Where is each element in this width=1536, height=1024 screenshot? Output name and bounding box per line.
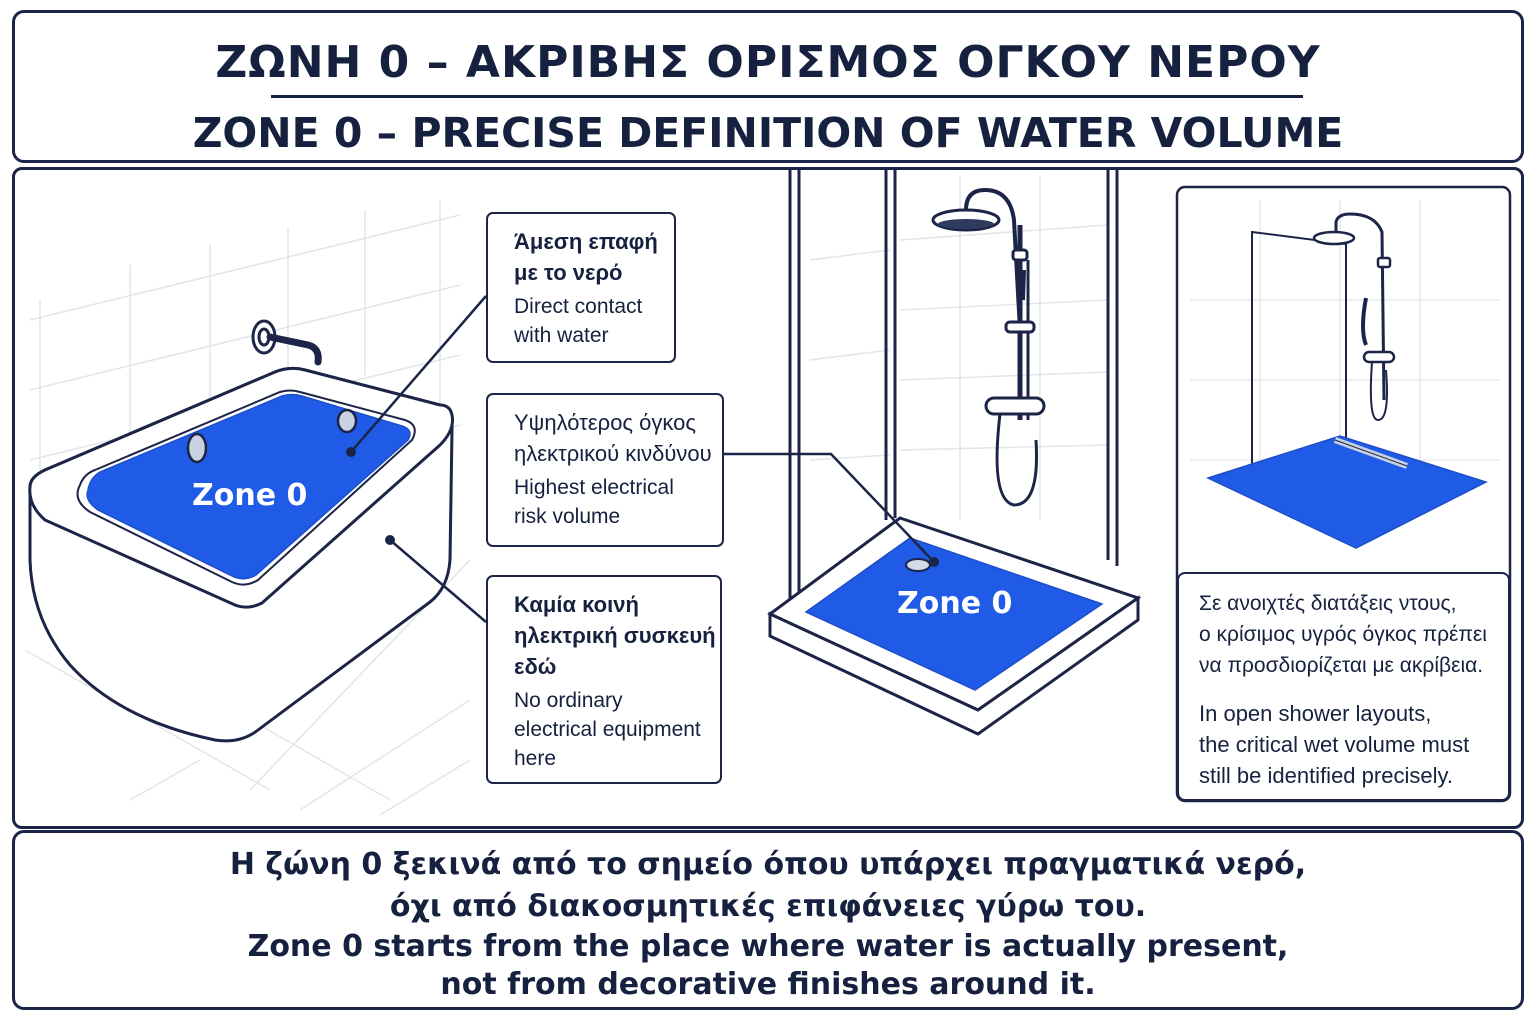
title-english: ZONE 0 – PRECISE DEFINITION OF WATER VOLUME [192,109,1344,157]
shower-enclosure-scene [724,170,1138,734]
callout-2-english-line2: risk volume [514,505,621,528]
callout-1-english-line2: with water [514,324,609,347]
callout-1-english-line1: Direct contact [514,295,643,318]
callout-3-english-line3: here [514,747,557,770]
note-english [1199,698,1469,791]
callout-highest-risk [486,393,724,547]
note-english-line2: the critical wet volume must [1199,732,1470,757]
open-shower-note [1177,572,1510,801]
shower-head-icon [933,190,1044,505]
note-greek [1199,588,1487,681]
footer-greek-line1: Η ζώνη 0 ξεκινά από το σημείο όπου υπάρχει πραγματικά νερό, [229,847,1307,882]
callout-2-english-line1: Highest electrical [514,476,674,499]
callout-3-english-line2: electrical equipment [514,718,701,741]
callout-2-greek-line2: ηλεκτρικού κινδύνου [514,441,712,466]
footer-greek-line2: όχι από διακοσμητικές επιφάνειες γύρω του. [389,889,1147,924]
footer-english-line1: Zone 0 starts from the place where water is actually present, [247,929,1289,964]
note-greek-line2: ο κρίσιμος υγρός όγκος πρέπει [1199,623,1487,646]
callout-2-greek-line1: Υψηλότερος όγκος [514,410,696,435]
footer-panel [12,830,1524,1010]
callout-3-greek-line1: Καμία κοινή [514,592,639,617]
callout-direct-contact [486,212,676,363]
callout-3-english-line1: No ordinary [514,689,623,712]
callout-3-greek-line2: ηλεκτρική συσκευή [514,623,716,648]
footer-english-line2: not from decorative finishes around it. [440,967,1096,1002]
title-greek: ΖΩΝΗ 0 – ΑΚΡΙΒΗΣ ΟΡΙΣΜΟΣ ΟΓΚΟΥ ΝΕΡΟΥ [215,37,1321,88]
bathtub-zone0-label: Zone 0 [192,478,308,513]
note-english-line1: In open shower layouts, [1199,701,1432,726]
callout-1-greek-line2: με το νερό [514,260,623,285]
callout-no-equipment [486,575,722,784]
callout-3-greek-line3: εδώ [514,654,557,679]
note-english-line3: still be identified precisely. [1199,763,1453,788]
note-greek-line1: Σε ανοιχτές διατάξεις ντους, [1199,592,1457,615]
callout-1-greek-line1: Άμεση επαφή [514,229,658,254]
note-greek-line3: να προσδιορίζεται με ακρίβεια. [1199,654,1484,677]
shower-zone0-label: Zone 0 [897,586,1013,621]
